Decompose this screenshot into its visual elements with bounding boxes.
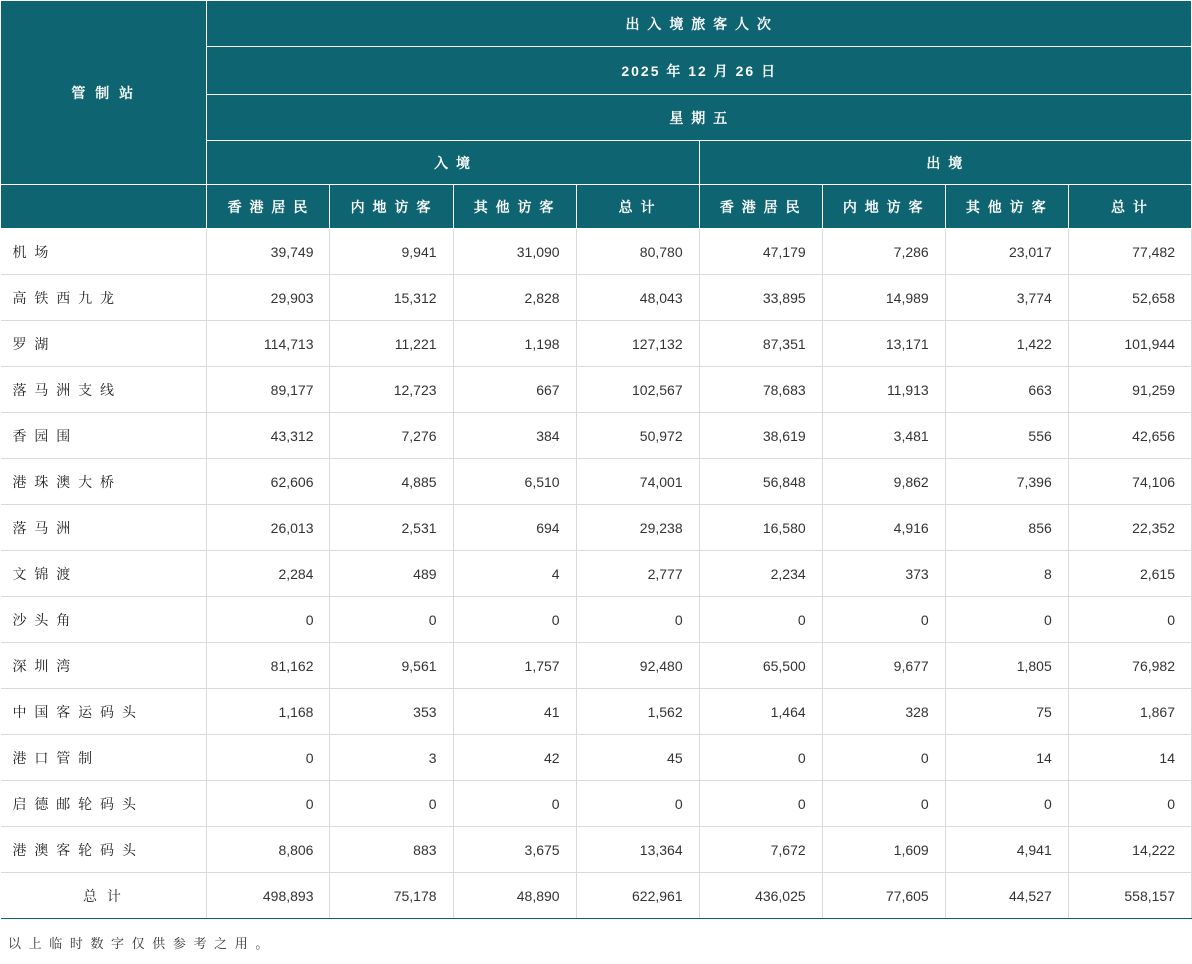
- cell-arrival-total: 1,562: [576, 689, 699, 735]
- cell-arrival-other: 694: [453, 505, 576, 551]
- cell-departure-mainland: 9,677: [822, 643, 945, 689]
- header-col-arrival-other: 其 他 访 客: [453, 185, 576, 229]
- table-row: [1, 229, 1192, 275]
- table-header: [1, 1, 1192, 229]
- cell-departure-other: 14: [945, 735, 1068, 781]
- cell-arrival-other: 667: [453, 367, 576, 413]
- cell-arrival-hk: 0: [207, 597, 330, 643]
- cell-departure-mainland: 3,481: [822, 413, 945, 459]
- cell-departure-other: 7,396: [945, 459, 1068, 505]
- header-col-arrival-mainland: 内 地 访 客: [330, 185, 453, 229]
- cell-departure-mainland: 13,171: [822, 321, 945, 367]
- cell-arrival-total: 48,043: [576, 275, 699, 321]
- cell-arrival-mainland: 9,941: [330, 229, 453, 275]
- cell-arrival-total: 0: [576, 597, 699, 643]
- table-row: [1, 735, 1192, 781]
- header-direction-arrival: 入 境: [207, 141, 699, 185]
- cell-departure-other: 1,805: [945, 643, 1068, 689]
- cell-departure-total: 14: [1068, 735, 1191, 781]
- cell-departure-other: 0: [945, 597, 1068, 643]
- cell-departure-total: 14,222: [1068, 827, 1191, 873]
- cell-departure-hk: 78,683: [699, 367, 822, 413]
- row-station: 沙 头 角: [1, 597, 207, 643]
- row-station: 高 铁 西 九 龙: [1, 275, 207, 321]
- cell-arrival-total: 2,777: [576, 551, 699, 597]
- total-arrival-hk: 498,893: [207, 873, 330, 919]
- cell-arrival-mainland: 489: [330, 551, 453, 597]
- table-row: [1, 551, 1192, 597]
- table-row: [1, 597, 1192, 643]
- cell-departure-total: 52,658: [1068, 275, 1191, 321]
- cell-departure-total: 91,259: [1068, 367, 1191, 413]
- cell-departure-total: 1,867: [1068, 689, 1191, 735]
- cell-departure-hk: 33,895: [699, 275, 822, 321]
- cell-departure-total: 76,982: [1068, 643, 1191, 689]
- cell-arrival-hk: 8,806: [207, 827, 330, 873]
- cell-departure-hk: 47,179: [699, 229, 822, 275]
- cell-departure-mainland: 1,609: [822, 827, 945, 873]
- header-station-spacer: [1, 185, 207, 229]
- table-row: [1, 827, 1192, 873]
- table-row: [1, 781, 1192, 827]
- row-station-total: 总 计: [1, 873, 207, 919]
- cell-arrival-total: 92,480: [576, 643, 699, 689]
- total-arrival-mainland: 75,178: [330, 873, 453, 919]
- table-row: [1, 275, 1192, 321]
- row-station: 落 马 洲 支 线: [1, 367, 207, 413]
- table-total-row: [1, 873, 1192, 919]
- total-departure-other: 44,527: [945, 873, 1068, 919]
- cell-arrival-mainland: 15,312: [330, 275, 453, 321]
- total-arrival-total: 622,961: [576, 873, 699, 919]
- row-station: 罗 湖: [1, 321, 207, 367]
- cell-departure-mainland: 9,862: [822, 459, 945, 505]
- cell-arrival-hk: 29,903: [207, 275, 330, 321]
- header-direction-departure: 出 境: [699, 141, 1191, 185]
- cell-arrival-total: 50,972: [576, 413, 699, 459]
- cell-arrival-hk: 62,606: [207, 459, 330, 505]
- total-arrival-other: 48,890: [453, 873, 576, 919]
- cell-departure-other: 3,774: [945, 275, 1068, 321]
- row-station: 机 场: [1, 229, 207, 275]
- total-departure-mainland: 77,605: [822, 873, 945, 919]
- cell-arrival-other: 6,510: [453, 459, 576, 505]
- cell-arrival-mainland: 12,723: [330, 367, 453, 413]
- cell-arrival-hk: 0: [207, 781, 330, 827]
- row-station: 落 马 洲: [1, 505, 207, 551]
- table-row: [1, 321, 1192, 367]
- cell-arrival-hk: 2,284: [207, 551, 330, 597]
- cell-departure-other: 75: [945, 689, 1068, 735]
- header-col-arrival-total: 总 计: [576, 185, 699, 229]
- cell-departure-hk: 38,619: [699, 413, 822, 459]
- cell-departure-other: 8: [945, 551, 1068, 597]
- cell-arrival-other: 31,090: [453, 229, 576, 275]
- cell-departure-total: 22,352: [1068, 505, 1191, 551]
- cell-departure-hk: 0: [699, 735, 822, 781]
- cell-departure-total: 0: [1068, 781, 1191, 827]
- cell-arrival-mainland: 353: [330, 689, 453, 735]
- total-departure-hk: 436,025: [699, 873, 822, 919]
- cell-departure-hk: 1,464: [699, 689, 822, 735]
- table-row: [1, 413, 1192, 459]
- total-departure-total: 558,157: [1068, 873, 1191, 919]
- table-row: [1, 367, 1192, 413]
- header-col-departure-hk: 香 港 居 民: [699, 185, 822, 229]
- cell-departure-total: 77,482: [1068, 229, 1191, 275]
- table-body: [1, 229, 1192, 919]
- row-station: 文 锦 渡: [1, 551, 207, 597]
- cell-arrival-total: 13,364: [576, 827, 699, 873]
- cell-departure-hk: 16,580: [699, 505, 822, 551]
- header-col-departure-other: 其 他 访 客: [945, 185, 1068, 229]
- cell-departure-total: 74,106: [1068, 459, 1191, 505]
- cell-arrival-total: 80,780: [576, 229, 699, 275]
- cell-arrival-other: 1,757: [453, 643, 576, 689]
- cell-departure-mainland: 14,989: [822, 275, 945, 321]
- header-row-title: [1, 1, 1192, 47]
- row-station: 港 澳 客 轮 码 头: [1, 827, 207, 873]
- cell-arrival-mainland: 883: [330, 827, 453, 873]
- cell-departure-other: 1,422: [945, 321, 1068, 367]
- cell-departure-total: 0: [1068, 597, 1191, 643]
- cell-departure-other: 4,941: [945, 827, 1068, 873]
- cell-departure-mainland: 7,286: [822, 229, 945, 275]
- cell-arrival-hk: 114,713: [207, 321, 330, 367]
- cell-arrival-total: 127,132: [576, 321, 699, 367]
- cell-departure-mainland: 0: [822, 735, 945, 781]
- cell-arrival-other: 41: [453, 689, 576, 735]
- header-date: 2025 年 12 月 26 日: [207, 47, 1192, 95]
- cell-departure-hk: 56,848: [699, 459, 822, 505]
- footnote: 以 上 临 时 数 字 仅 供 参 考 之 用 。: [8, 936, 271, 951]
- cell-arrival-total: 102,567: [576, 367, 699, 413]
- cell-arrival-other: 1,198: [453, 321, 576, 367]
- header-weekday: 星 期 五: [207, 95, 1192, 141]
- cell-departure-hk: 0: [699, 781, 822, 827]
- cell-departure-hk: 65,500: [699, 643, 822, 689]
- row-station: 港 珠 澳 大 桥: [1, 459, 207, 505]
- cell-departure-other: 23,017: [945, 229, 1068, 275]
- cell-arrival-hk: 43,312: [207, 413, 330, 459]
- header-col-departure-mainland: 内 地 访 客: [822, 185, 945, 229]
- cell-arrival-hk: 26,013: [207, 505, 330, 551]
- row-station: 中 国 客 运 码 头: [1, 689, 207, 735]
- cell-departure-hk: 87,351: [699, 321, 822, 367]
- cell-arrival-total: 29,238: [576, 505, 699, 551]
- table-row: [1, 689, 1192, 735]
- header-title: 出 入 境 旅 客 人 次: [207, 1, 1192, 47]
- table-row: [1, 459, 1192, 505]
- cell-departure-total: 42,656: [1068, 413, 1191, 459]
- cell-departure-mainland: 373: [822, 551, 945, 597]
- cell-arrival-other: 384: [453, 413, 576, 459]
- header-station: 管 制 站: [1, 1, 207, 185]
- cell-departure-mainland: 4,916: [822, 505, 945, 551]
- header-row-columns: [1, 185, 1192, 229]
- row-station: 启 德 邮 轮 码 头: [1, 781, 207, 827]
- cell-departure-other: 663: [945, 367, 1068, 413]
- header-col-arrival-hk: 香 港 居 民: [207, 185, 330, 229]
- cell-departure-hk: 0: [699, 597, 822, 643]
- cell-departure-mainland: 0: [822, 781, 945, 827]
- row-station: 港 口 管 制: [1, 735, 207, 781]
- cell-departure-other: 556: [945, 413, 1068, 459]
- table-row: [1, 643, 1192, 689]
- cell-arrival-other: 0: [453, 781, 576, 827]
- cell-arrival-other: 0: [453, 597, 576, 643]
- cell-arrival-other: 3,675: [453, 827, 576, 873]
- cell-departure-mainland: 0: [822, 597, 945, 643]
- cell-departure-mainland: 328: [822, 689, 945, 735]
- cell-departure-other: 0: [945, 781, 1068, 827]
- cell-arrival-hk: 89,177: [207, 367, 330, 413]
- cell-departure-mainland: 11,913: [822, 367, 945, 413]
- cell-arrival-total: 45: [576, 735, 699, 781]
- row-station: 深 圳 湾: [1, 643, 207, 689]
- cell-departure-total: 2,615: [1068, 551, 1191, 597]
- row-station: 香 园 围: [1, 413, 207, 459]
- cell-arrival-mainland: 3: [330, 735, 453, 781]
- cell-arrival-hk: 39,749: [207, 229, 330, 275]
- cell-arrival-hk: 0: [207, 735, 330, 781]
- cell-arrival-hk: 1,168: [207, 689, 330, 735]
- header-col-departure-total: 总 计: [1068, 185, 1191, 229]
- cell-arrival-mainland: 0: [330, 781, 453, 827]
- cell-arrival-total: 74,001: [576, 459, 699, 505]
- cell-departure-total: 101,944: [1068, 321, 1191, 367]
- cell-arrival-mainland: 9,561: [330, 643, 453, 689]
- cell-arrival-mainland: 2,531: [330, 505, 453, 551]
- cell-departure-hk: 2,234: [699, 551, 822, 597]
- cell-departure-other: 856: [945, 505, 1068, 551]
- cell-arrival-other: 42: [453, 735, 576, 781]
- cell-arrival-mainland: 4,885: [330, 459, 453, 505]
- cell-arrival-hk: 81,162: [207, 643, 330, 689]
- cell-arrival-mainland: 7,276: [330, 413, 453, 459]
- cell-arrival-other: 4: [453, 551, 576, 597]
- cell-arrival-other: 2,828: [453, 275, 576, 321]
- cell-departure-hk: 7,672: [699, 827, 822, 873]
- table-row: [1, 505, 1192, 551]
- cell-arrival-mainland: 11,221: [330, 321, 453, 367]
- cell-arrival-mainland: 0: [330, 597, 453, 643]
- cell-arrival-total: 0: [576, 781, 699, 827]
